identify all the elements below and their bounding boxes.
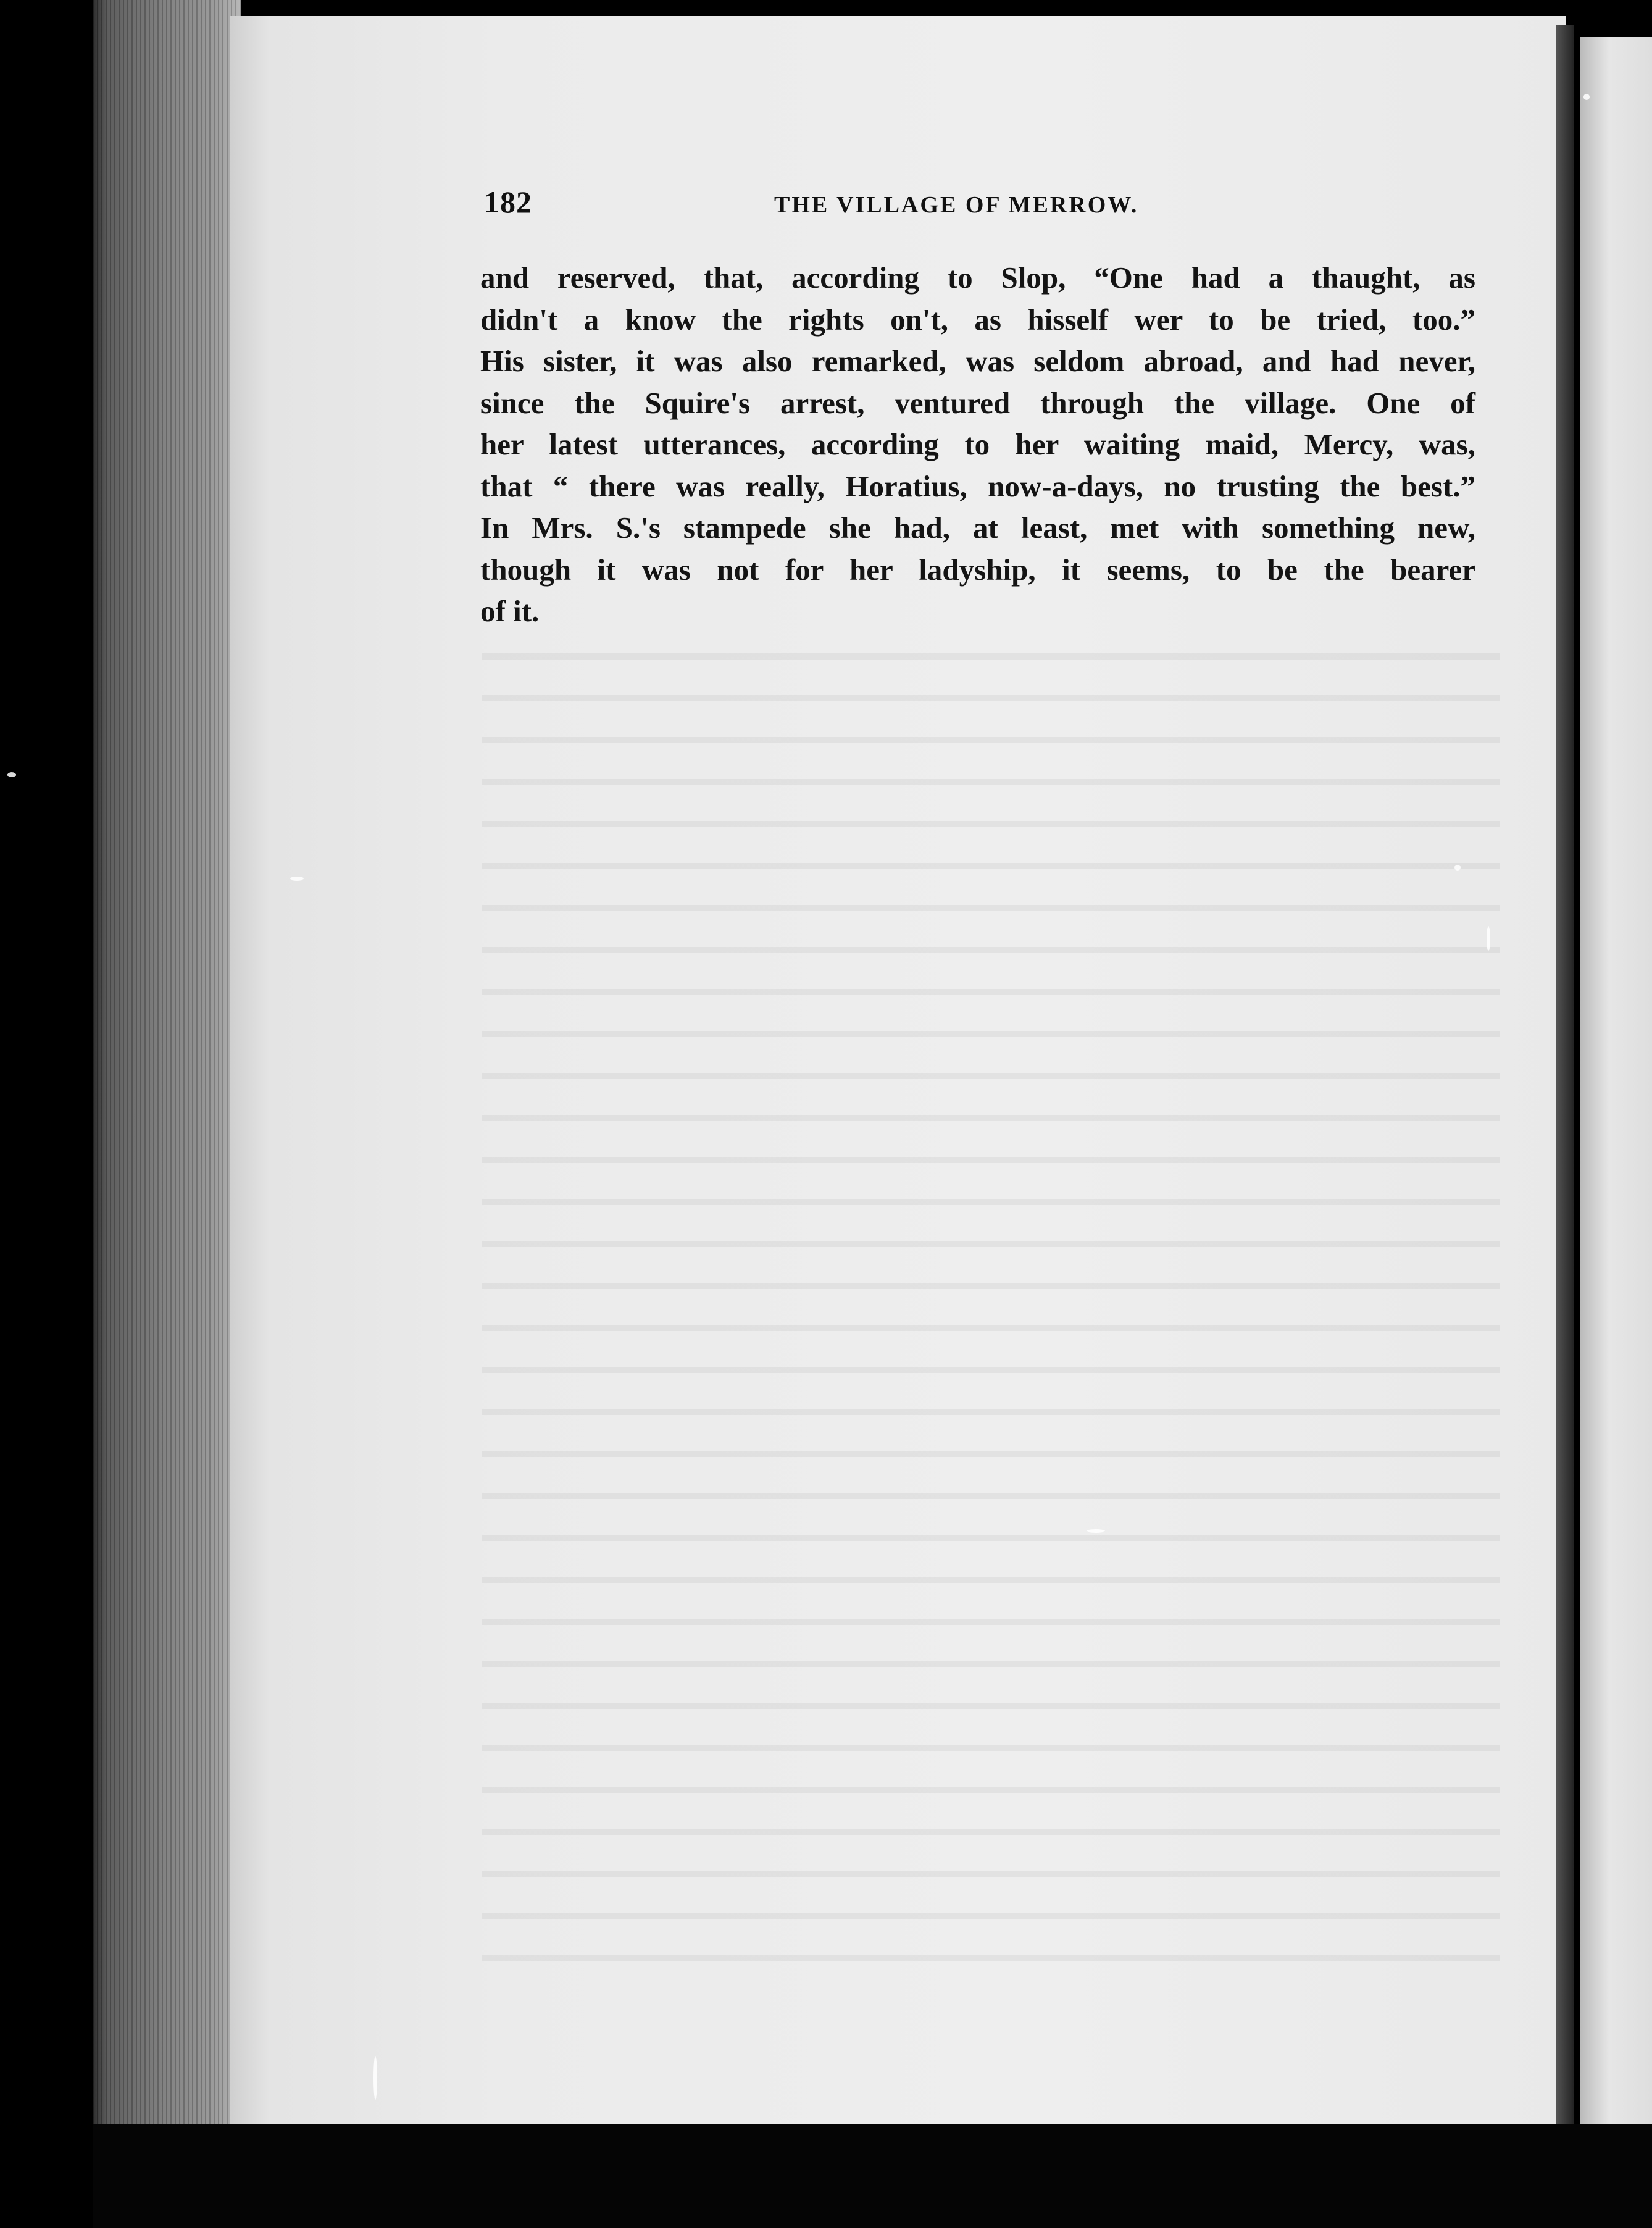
text-line-1: and reserved, that, according to Slop, “One had a thaught, as: [480, 261, 1475, 295]
dust-speck: [1487, 926, 1490, 951]
body-text: [480, 257, 1475, 632]
reverse-side-show-through: [482, 630, 1500, 1964]
page-header: [484, 184, 1447, 233]
text-line-4: since the Squire's arrest, ventured through the village. One of: [480, 385, 1475, 420]
dust-speck: [373, 2056, 377, 2100]
gutter-shadow: [1556, 25, 1574, 2124]
dust-speck: [1454, 865, 1461, 871]
dust-speck: [290, 877, 304, 881]
text-line-6: that “ there was really, Horatius, now-a-days, no trusting the best.”: [480, 469, 1475, 503]
scan-bottom-border: [93, 2124, 1652, 2228]
text-line-3: His sister, it was also remarked, was seldom abroad, and had never,: [480, 344, 1475, 378]
text-line-8: though it was not for her ladyship, it seems, to be the bearer: [480, 552, 1475, 587]
running-head: THE VILLAGE OF MERROW.: [774, 192, 1139, 218]
dust-speck: [7, 772, 16, 777]
dust-speck: [1583, 94, 1590, 100]
text-line-7: In Mrs. S.'s stampede she had, at least, met with something new,: [480, 511, 1475, 545]
page-number: 182: [484, 185, 532, 219]
facing-page-edge: [1580, 37, 1652, 2130]
text-line-2: didn't a know the rights on't, as hisself wer to be tried, too.”: [480, 302, 1475, 337]
text-line-9: of it.: [480, 594, 540, 628]
dust-speck: [1087, 1529, 1105, 1533]
text-line-5: her latest utterances, according to her waiting maid, Mercy, was,: [480, 427, 1475, 461]
page-edge-lines: [93, 0, 241, 2161]
